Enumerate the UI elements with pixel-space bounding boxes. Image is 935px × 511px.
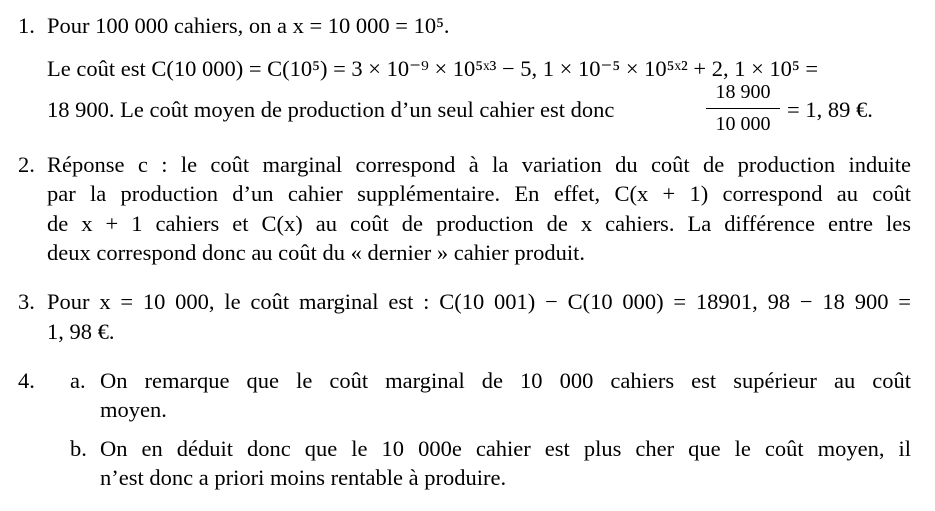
item-4b-line-1: On en déduit donc que le 10 000e cahier est plus cher que le coût moyen, il: [100, 436, 911, 461]
item-1-line-1: Pour 100 000 cahiers, on a x = 10 000 = 10⁵.: [47, 13, 450, 38]
item-2-line-1: Réponse c : le coût marginal correspond à la variation du coût de production induite: [47, 152, 911, 177]
item-1-result: = 1, 89 €.: [787, 97, 873, 122]
item-3-line-1: Pour x = 10 000, le coût marginal est : C(10 001) − C(10 000) = 18901, 98 − 18 900 =: [47, 289, 911, 314]
item-2-line-3: de x + 1 cahiers et C(x) au coût de production de x cahiers. La différence entre les: [47, 211, 911, 236]
subitem-letter: b.: [70, 436, 87, 461]
item-4a-line-2: moyen.: [100, 397, 167, 422]
item-number: 3.: [18, 289, 35, 314]
item-4b-line-2: n’est donc a priori moins rentable à produire.: [100, 465, 507, 490]
fraction-bar: [706, 108, 780, 109]
item-1-line-2-prefix: Le coût est: [47, 56, 152, 81]
item-1-line-2: [47, 58, 818, 81]
item-number: 2.: [18, 152, 35, 177]
item-4a-line-1: On remarque que le coût marginal de 10 000 cahiers est supérieur au coût: [100, 368, 911, 393]
average-cost-fraction: [706, 82, 780, 134]
item-2-line-2: par la production d’un cahier supplémentaire. En effet, C(x + 1) correspond au coût: [47, 181, 911, 206]
item-number: 1.: [18, 13, 35, 38]
subitem-letter: a.: [70, 368, 86, 393]
fraction-denominator: 10 000: [715, 113, 771, 135]
item-number: 4.: [18, 368, 35, 393]
item-1-cost-formula: C(10 000) = C(10⁵) = 3 × 10⁻⁹ × 10⁵ˣ³ − 5, 1 × 10⁻⁵ × 10⁵ˣ² + 2, 1 × 10⁵ =: [151, 56, 819, 81]
item-3-line-2: 1, 98 €.: [47, 319, 115, 344]
item-1-line-3: 18 900. Le coût moyen de production d’un seul cahier est donc: [47, 97, 615, 122]
fraction-numerator: 18 900: [715, 81, 771, 103]
item-2-line-4: deux correspond donc au coût du « dernier » cahier produit.: [47, 240, 585, 265]
